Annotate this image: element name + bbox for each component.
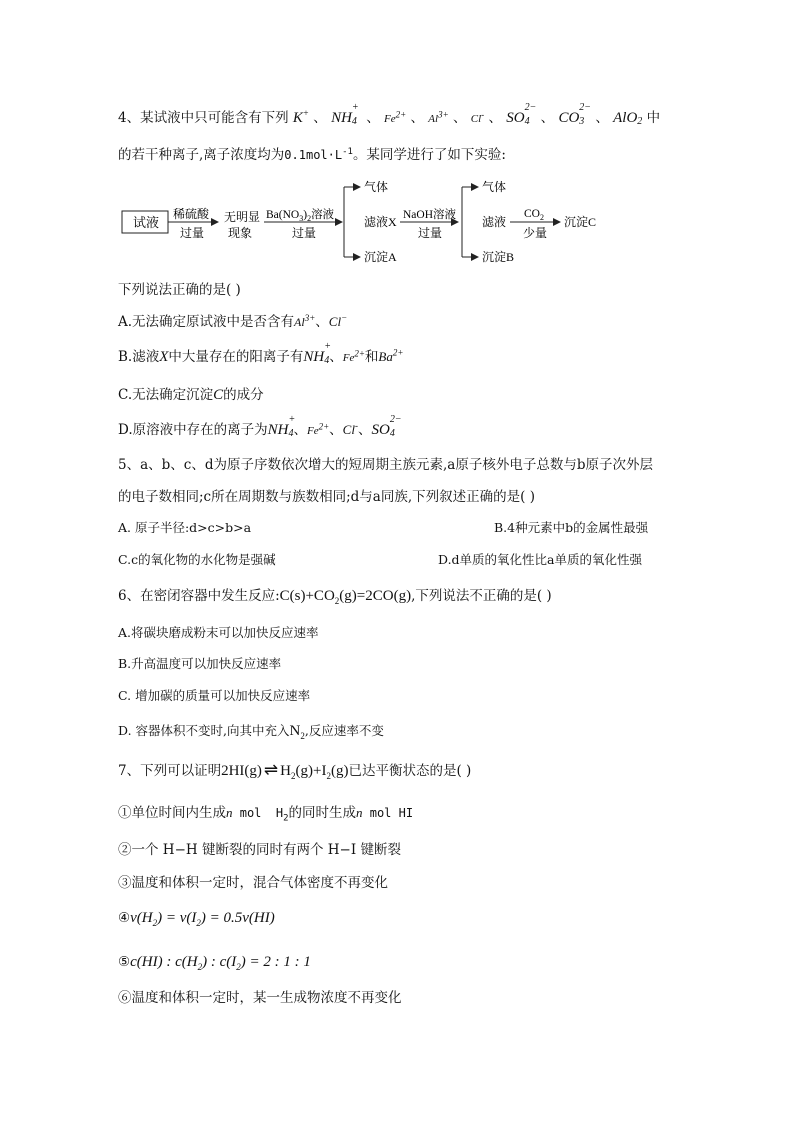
q7-item-4: $④v(H_2) = v(I_2) = 0.5v(HI)$ xyxy=(118,910,275,928)
separator: 、 xyxy=(313,110,327,126)
q5-option-a[interactable]: A. 原子半径:d>c>b>a xyxy=(118,520,252,535)
ba-label-bottom: 过量 xyxy=(292,226,317,240)
separator: 、 xyxy=(595,110,609,126)
q7-item-5: ⑤c(HI) : $c(H_2)$ : $c(I_2) = 2$ : 1 : 1 xyxy=(118,954,311,972)
acid-label-top: 稀硫酸 xyxy=(173,207,210,221)
q5-option-b[interactable]: B.4种元素中b的金属性最强 xyxy=(494,520,649,535)
experiment-flow-diagram xyxy=(0,175,794,265)
q5-option-d[interactable]: D.d单质的氧化性比a单质的氧化性强 xyxy=(438,552,643,567)
ion-so4: SO 2− 4 xyxy=(506,102,537,128)
separator: 、 xyxy=(452,110,467,126)
q4-line-2 xyxy=(118,145,506,165)
precip-b-label: 沉淀B xyxy=(482,250,515,264)
concentration: $0.1mol\cdot L^{-1}$ xyxy=(284,147,353,162)
q6-option-b[interactable]: B.升高温度可以加快反应速率 xyxy=(118,656,282,671)
gas2-label: 气体 xyxy=(482,180,507,194)
q7-item-3: ③温度和体积一定时，混合气体密度不再变化 xyxy=(118,875,388,891)
q7-item-6: ⑥温度和体积一定时，某一生成物浓度不再变化 xyxy=(118,990,402,1006)
separator: 、 xyxy=(488,110,502,126)
ion-cl: Cl- xyxy=(470,109,485,125)
q4-line-1 xyxy=(118,102,661,129)
ba-label-top: $Ba(NO_3)_2$溶液 xyxy=(266,209,335,223)
q4-intro: 4、某试液中只可能含有下列 xyxy=(118,110,289,126)
co2-label-bottom: 少量 xyxy=(523,226,548,240)
q5-line-1: 5、a、b、c、d为原子序数依次增大的短周期主族元素,a原子核外电子总数与b原子次外层 xyxy=(118,457,653,473)
ion-k: K+ xyxy=(292,108,309,126)
ion-alo2: AlO 2 xyxy=(613,110,643,128)
q6-stem: 6、在密闭容器中发生反应$:C(s)+CO_2(g)=2CO(g)$,下列说法不正确的是( ) xyxy=(118,588,552,606)
q4-line2-end: 。某同学进行了如下实验: xyxy=(352,147,506,163)
q6-equation: $C(s)+CO_2(g)=2CO(g)$ xyxy=(279,588,412,606)
q4-option-b[interactable]: B.滤液X中大量存在的阳离子有NH + 4 、$Fe^{2+}$和$Ba^{2+}$ xyxy=(118,341,404,367)
q7-equation: 2HI(g) ⇌ $H_2(g)+I_2(g)$ xyxy=(221,760,349,781)
q5-line-2: 的电子数相同;c所在周期数与族数相同;d与a同族,下列叙述正确的是( ) xyxy=(118,489,535,505)
q4-line2-text: 的若干种离子,离子浓度均为 xyxy=(118,147,285,163)
q7-item-1: ①单位时间内生成n mol $H_2$的同时生成n mol HI xyxy=(118,805,414,824)
precip-a-label: 沉淀A xyxy=(364,250,397,264)
q4-option-a[interactable]: A.无法确定原试液中是否含有$Al^{3+}$、Cl− xyxy=(118,312,348,330)
ion-fe: $Fe^{2+}$ xyxy=(384,109,407,125)
separator: 、 xyxy=(410,110,424,126)
separator: 、 xyxy=(540,110,555,126)
ion-nh4: NH + 4 xyxy=(331,102,359,128)
q6-option-c[interactable]: C. 增加碳的质量可以加快反应速率 xyxy=(118,688,311,703)
naoh-label-bottom: 过量 xyxy=(418,226,443,240)
q7-stem: 7、下列可以证明2HI(g) ⇌ $H_2(g)+I_2(g)$已达平衡状态的是( ) xyxy=(118,760,472,781)
q6-option-d[interactable]: D. 容器体积不变时,向其中充入$N_2$,反应速率不变 xyxy=(118,723,384,741)
no-change-1: 无明显 xyxy=(224,210,261,224)
q4-option-d[interactable]: D.原溶液中存在的离子为NH + 4 、$Fe^{2+}$、Cl-、SO 2− 4 xyxy=(118,414,402,440)
q4-tail: 中 xyxy=(646,110,661,126)
q4-stem: 下列说法正确的是( ) xyxy=(118,282,241,298)
ion-co3: CO 2− 3 xyxy=(558,102,592,128)
q5-option-c[interactable]: C.c的氧化物的水化物是强碱 xyxy=(118,552,276,567)
gas1-label: 气体 xyxy=(364,180,389,194)
filtrate-x-label: 滤液X xyxy=(364,215,397,229)
q4-option-c[interactable]: C.无法确定沉淀C的成分 xyxy=(118,387,264,403)
no-change-2: 现象 xyxy=(228,226,253,240)
acid-label-bottom: 过量 xyxy=(180,226,205,240)
q6-option-a[interactable]: A.将碳块磨成粉末可以加快反应速率 xyxy=(118,625,319,640)
separator: 、 xyxy=(366,110,380,126)
start-label: 试液 xyxy=(133,215,160,230)
naoh-label-top: NaOH溶液 xyxy=(403,209,457,221)
precip-c-label: 沉淀C xyxy=(564,215,597,229)
q7-item-2: ②一个 H−H 键断裂的同时有两个 H−I 键断裂 xyxy=(118,842,401,858)
filtrate-label: 滤液 xyxy=(482,215,507,229)
ion-al: $Al^{3+}$ xyxy=(428,109,449,125)
co2-label-top: $CO_2$ xyxy=(524,208,544,222)
